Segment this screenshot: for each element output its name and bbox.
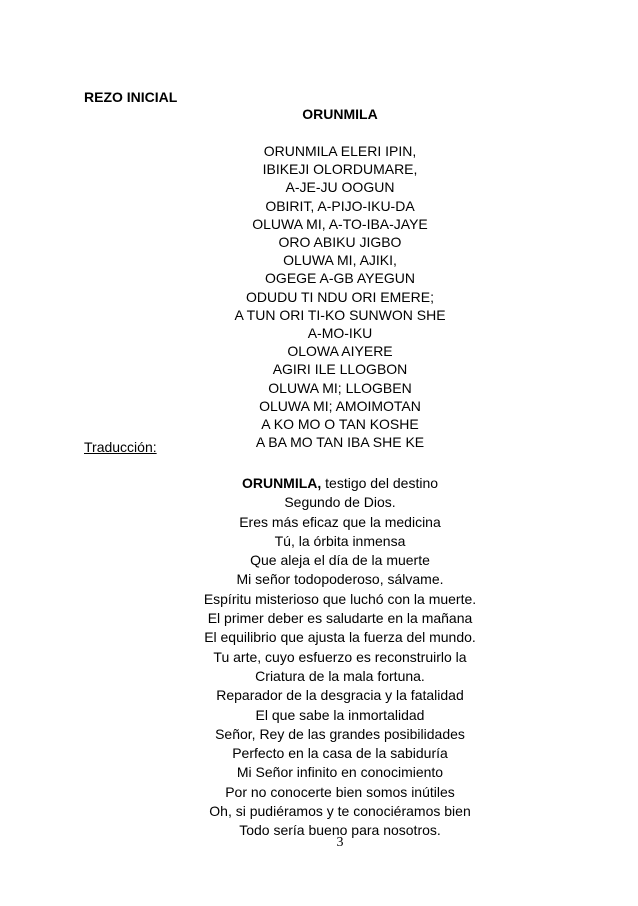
translation-line: El primer deber es saludarte en la mañana xyxy=(207,610,473,627)
translation-line: Perfecto en la casa de la sabiduría xyxy=(232,745,448,762)
prayer-line: A BA MO TAN IBA SHE KE xyxy=(255,434,425,451)
prayer-title: ORUNMILA xyxy=(302,106,378,122)
translation-lead-word: ORUNMILA, xyxy=(241,475,322,491)
translation-line: Reparador de la desgracia y la fatalidad xyxy=(216,687,464,704)
prayer-line: OLOWA AIYERE xyxy=(287,343,393,360)
prayer-line: OLUWA MI; LLOGBEN xyxy=(268,379,412,396)
translation-line: Tú, la órbita inmensa xyxy=(274,532,406,549)
prayer-line: OBIRIT, A-PIJO-IKU-DA xyxy=(265,197,415,214)
translation-line: Que aleja el día de la muerte xyxy=(250,552,430,569)
translation-line: Oh, si pudiéramos y te conociéramos bien xyxy=(209,803,471,820)
prayer-line: ORO ABIKU JIGBO xyxy=(278,234,402,251)
prayer-line: A KO MO O TAN KOSHE xyxy=(261,416,419,433)
translation-line: Señor, Rey de las grandes posibilidades xyxy=(215,725,465,742)
translation-first-line xyxy=(0,474,638,493)
translation-line: Eres más eficaz que la medicina xyxy=(239,513,441,530)
translation-line: El que sabe la inmortalidad xyxy=(255,706,425,723)
section-heading: REZO INICIAL xyxy=(84,89,178,105)
translation-label: Traducción: xyxy=(84,439,157,455)
prayer-line: AGIRI ILE LLOGBON xyxy=(272,361,408,378)
prayer-text xyxy=(0,142,638,451)
translation-line: Segundo de Dios. xyxy=(284,494,396,511)
translation-text xyxy=(0,474,638,841)
prayer-line: ORUNMILA ELERI IPIN, xyxy=(263,143,417,159)
translation-first-rest: testigo del destino xyxy=(321,475,439,491)
prayer-line: OLUWA MI, AJIKI, xyxy=(283,252,397,269)
translation-line: Tu arte, cuyo esfuerzo es reconstruirlo la xyxy=(213,648,467,665)
translation-line: El equilibrio que ajusta la fuerza del mundo. xyxy=(204,629,476,646)
translation-line: Mi Señor infinito en conocimiento xyxy=(236,764,444,781)
prayer-line: A TUN ORI TI-KO SUNWON SHE xyxy=(234,306,446,323)
prayer-line: OLUWA MI, A-TO-IBA-JAYE xyxy=(252,215,428,232)
prayer-line: OLUWA MI; AMOIMOTAN xyxy=(259,397,421,414)
page-number: 3 xyxy=(336,835,344,850)
prayer-line: A-MO-IKU xyxy=(307,325,373,342)
translation-line: Mi señor todopoderoso, sálvame. xyxy=(236,571,444,588)
prayer-line: OGEGE A-GB AYEGUN xyxy=(265,270,415,287)
translation-line: Por no conocerte bien somos inútiles xyxy=(225,783,455,800)
prayer-line: IBIKEJI OLORDUMARE, xyxy=(262,161,418,178)
translation-line: Todo sería bueno para nosotros. xyxy=(239,822,441,839)
translation-line: Criatura de la mala fortuna. xyxy=(255,667,425,684)
prayer-line: ODUDU TI NDU ORI EMERE; xyxy=(246,288,434,305)
prayer-line: A-JE-JU OOGUN xyxy=(285,179,395,196)
translation-line: Espíritu misterioso que luchó con la muerte. xyxy=(203,590,477,607)
